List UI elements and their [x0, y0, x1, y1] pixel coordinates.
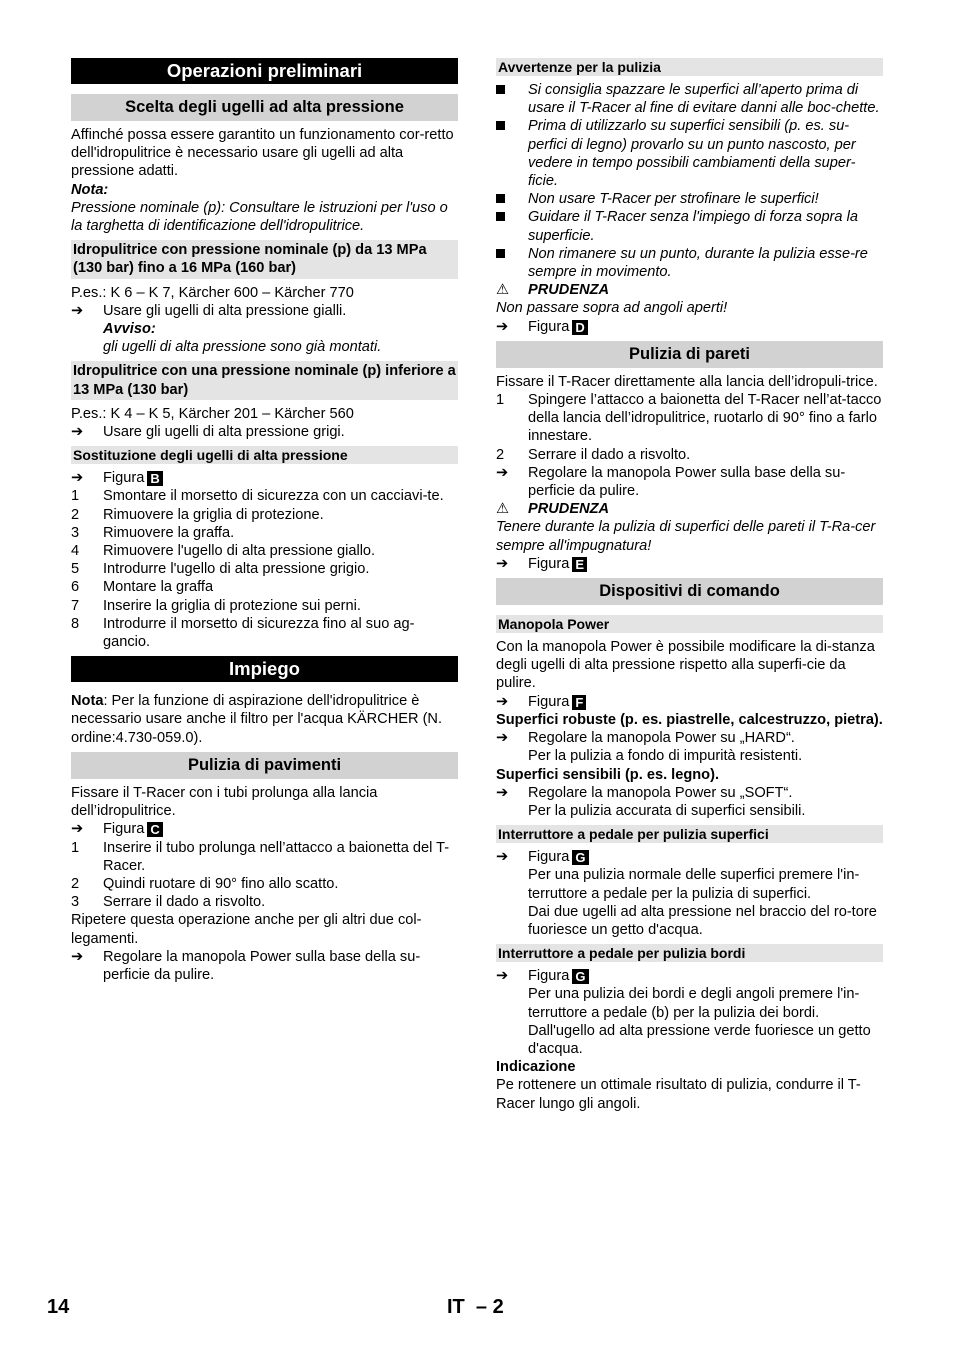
note-hard: Per la pulizia a fondo di impurità resistenti.	[528, 748, 803, 765]
bullet-item	[496, 117, 883, 190]
step-number: 1	[71, 839, 80, 856]
step-number: 2	[71, 506, 80, 523]
figure-ref-f: ➔ Figura F	[496, 693, 883, 711]
paragraph-pareti: Fissare il T-Racer direttamente alla lancia dell’idropuli-trice.	[496, 373, 878, 390]
heading-manopola-power: Manopola Power	[496, 615, 883, 633]
section-title-operazioni: Operazioni preliminari	[71, 58, 458, 84]
arrow-icon: ➔	[496, 849, 509, 866]
left-column	[71, 58, 458, 984]
int2-text-2: Dall'ugello ad alta pressione verde fuoriesce un getto d'acqua.	[528, 1022, 871, 1057]
figure-e-badge: E	[572, 557, 587, 572]
arrow-icon: ➔	[496, 730, 509, 747]
action-hard: ➔ Regolare la manopola Power su „HARD“.	[496, 730, 795, 747]
arrow-icon: ➔	[71, 948, 84, 965]
warning-text-impugnatura: Tenere durante la pulizia di superfici delle pareti il T-Ra-cer sempre all'impugnatura!	[496, 519, 876, 554]
step-number: 8	[71, 615, 80, 632]
step-text: Quindi ruotare di 90° fino allo scatto.	[103, 875, 339, 892]
step-text: Inserire la griglia di protezione sui perni.	[103, 597, 361, 614]
warning-prudenza-2: ⚠ PRUDENZA	[496, 501, 610, 518]
step-number: 2	[496, 446, 505, 463]
heading-scelta-ugelli: Scelta degli ugelli ad alta pressione	[71, 94, 458, 121]
note-soft: Per la pulizia accurata di superfici sensibili.	[528, 802, 806, 819]
heading-superfici-sensibili: Superfici sensibili (p. es. legno).	[496, 766, 720, 783]
paragraph-pavimenti: Fissare il T-Racer con i tubi prolunga alla lancia dell’idropulitrice.	[71, 784, 378, 820]
figure-g-badge: G	[572, 969, 588, 984]
bullet-text: Si consiglia spazzare le superfici all’aperto prima di usare il T-Racer al fine di evitare danni alle boc-chette.	[528, 82, 880, 117]
figure-b-badge: B	[147, 471, 162, 486]
figure-ref-c: ➔ Figura C	[71, 820, 458, 838]
step-item	[71, 487, 458, 505]
arrow-icon: ➔	[71, 302, 84, 319]
step-text: Introdurre il morsetto di sicurezza fino al suo ag-gancio.	[103, 615, 415, 651]
step-item	[71, 506, 458, 524]
step-text: Rimuovere la griglia di protezione.	[103, 506, 324, 523]
arrow-icon: ➔	[496, 555, 509, 572]
right-column	[496, 58, 883, 1113]
square-bullet-icon	[496, 208, 524, 226]
bullet-text: Guidare il T-Racer senza l'impiego di forza sopra la superficie.	[528, 209, 858, 244]
steps-pareti	[496, 391, 883, 464]
arrow-icon: ➔	[71, 424, 84, 441]
avviso-block	[71, 320, 458, 356]
arrow-icon: ➔	[71, 821, 84, 838]
steps-sostituzione	[71, 487, 458, 651]
action-ugelli-grigi: ➔ Usare gli ugelli di alta pressione grigi.	[71, 424, 345, 441]
int1-text-2: Dai due ugelli ad alta pressione nel braccio del ro-tore fuoriesce un getto d'acqua.	[528, 903, 877, 938]
step-item	[71, 839, 458, 875]
warning-text-angoli: Non passare sopra ad angoli aperti!	[496, 300, 728, 317]
step-number: 4	[71, 543, 80, 560]
avviso-text: gli ugelli di alta pressione sono già montati.	[103, 339, 382, 356]
figure-ref-b: ➔ Figura B	[71, 469, 458, 487]
arrow-icon: ➔	[496, 464, 509, 481]
figure-g-badge: G	[572, 850, 588, 865]
avviso-label: Avviso:	[103, 321, 156, 338]
step-text: Serrare il dado a risvolto.	[103, 894, 266, 911]
step-item	[71, 597, 458, 615]
square-bullet-icon	[496, 81, 524, 99]
step-text: Smontare il morsetto di sicurezza con un cacciavi-te.	[103, 488, 444, 505]
heading-pressione-13-16: Idropulitrice con pressione nominale (p) da 13 MPa (130 bar) fino a 16 MPa (160 bar)	[71, 240, 458, 278]
bullet-item	[496, 190, 883, 208]
example-k4-k5: P.es.: K 4 – K 5, Kärcher 201 – Kärcher 560	[71, 405, 354, 422]
arrow-icon: ➔	[496, 784, 509, 801]
step-item	[71, 578, 458, 596]
int2-text-1: Per una pulizia dei bordi e degli angoli premere l'in-terruttore a pedale (b) per la pulizia dei bordi.	[528, 986, 860, 1021]
step-number: 1	[496, 392, 505, 409]
arrow-icon: ➔	[496, 968, 509, 985]
arrow-icon: ➔	[496, 693, 509, 710]
figure-ref-g-2: ➔ Figura G	[496, 967, 883, 985]
page-lang-ref: IT – 2	[447, 1296, 504, 1318]
heading-avvertenze: Avvertenze per la pulizia	[496, 58, 883, 76]
figure-d-badge: D	[572, 320, 587, 335]
bullet-item	[496, 81, 883, 117]
square-bullet-icon	[496, 190, 524, 208]
arrow-icon: ➔	[71, 470, 84, 487]
avvertenze-list	[496, 81, 883, 281]
step-text: Montare la graffa	[103, 579, 214, 596]
paragraph-scelta: Affinché possa essere garantito un funzionamento cor-retto dell'idropulitrice è necessario usare gli ugelli ad alta pressione adatti.	[71, 127, 454, 180]
figure-f-badge: F	[572, 695, 586, 710]
figure-c-badge: C	[147, 822, 162, 837]
step-number: 3	[71, 894, 80, 911]
step-number: 3	[71, 524, 80, 541]
paragraph-indicazione: Pe rottenere un ottimale risultato di pulizia, condurre il T-Racer lungo gli angoli.	[496, 1077, 861, 1112]
step-item	[71, 524, 458, 542]
steps-pavimenti	[71, 839, 458, 912]
heading-pulizia-pareti: Pulizia di pareti	[496, 341, 883, 368]
bullet-text: Prima di utilizzarlo su superfici sensibili (p. es. su-perfici di legno) provarlo su un punto nascosto, per vedere in tempo possibili cambiamenti della super-ficie.	[528, 118, 856, 190]
step-text: Rimuovere l'ugello di alta pressione giallo.	[103, 543, 376, 560]
example-k6-k7: P.es.: K 6 – K 7, Kärcher 600 – Kärcher 770	[71, 284, 354, 301]
step-text: Rimuovere la graffa.	[103, 524, 235, 541]
step-item	[496, 391, 883, 446]
nota-text: Pressione nominale (p): Consultare le istruzioni per l'uso o la targhetta di identificazione dell'idropulitrice.	[71, 199, 448, 235]
step-number: 2	[71, 875, 80, 892]
step-number: 1	[71, 488, 80, 505]
warning-prudenza-1: ⚠ PRUDENZA	[496, 282, 610, 299]
heading-sostituzione-ugelli: Sostituzione degli ugelli di alta pressione	[71, 446, 458, 464]
warning-icon: ⚠	[496, 282, 510, 299]
step-item	[496, 446, 883, 464]
heading-interruttore-bordi: Interruttore a pedale per pulizia bordi	[496, 944, 883, 962]
action-ugelli-gialli: ➔ Usare gli ugelli di alta pressione gialli.	[71, 302, 347, 319]
step-number: 5	[71, 561, 80, 578]
step-number: 7	[71, 597, 80, 614]
square-bullet-icon	[496, 245, 524, 263]
bullet-text: Non usare T-Racer per strofinare le superfici!	[528, 191, 819, 208]
int1-text-1: Per una pulizia normale delle superfici premere l'in-terruttore a pedale per la pulizia di superfici.	[528, 867, 860, 902]
figure-ref-g-1: ➔ Figura G	[496, 848, 883, 866]
heading-superfici-robuste: Superfici robuste (p. es. piastrelle, calcestruzzo, pietra).	[496, 711, 883, 728]
square-bullet-icon	[496, 117, 524, 135]
step-item	[71, 615, 458, 651]
figure-ref-d: ➔ Figura D	[496, 318, 883, 336]
arrow-icon: ➔	[496, 318, 509, 335]
warning-icon: ⚠	[496, 501, 510, 518]
section-title-impiego: Impiego	[71, 656, 458, 682]
step-text: Inserire il tubo prolunga nell’attacco a baionetta del T-Racer.	[103, 839, 450, 874]
bullet-text: Non rimanere su un punto, durante la pulizia esse-re sempre in movimento.	[528, 245, 868, 281]
heading-pulizia-pavimenti: Pulizia di pavimenti	[71, 752, 458, 779]
step-text: Spingere l’attacco a baionetta del T-Racer nell’at-tacco della lancia dell’idropulitrice, ruotarlo di 90° fino a farlo innestare.	[528, 392, 882, 445]
heading-interruttore-superfici: Interruttore a pedale per pulizia superfici	[496, 825, 883, 843]
step-text: Serrare il dado a risvolto.	[528, 446, 691, 463]
nota-label: Nota:	[71, 181, 109, 198]
step-item	[71, 893, 458, 911]
heading-indicazione: Indicazione	[496, 1059, 576, 1076]
heading-dispositivi: Dispositivi di comando	[496, 578, 883, 605]
bullet-item	[496, 245, 883, 281]
step-number: 6	[71, 579, 80, 596]
paragraph-ripetere: Ripetere questa operazione anche per gli altri due col-legamenti.	[71, 912, 422, 947]
figure-ref-e: ➔ Figura E	[496, 555, 883, 573]
step-text: Introdurre l'ugello di alta pressione grigio.	[103, 561, 370, 578]
bullet-item	[496, 208, 883, 244]
step-item	[71, 875, 458, 893]
action-soft: ➔ Regolare la manopola Power su „SOFT“.	[496, 784, 793, 801]
action-regolare-manopola: ➔ Regolare la manopola Power sulla base della su-perficie da pulire.	[71, 948, 421, 983]
paragraph-manopola: Con la manopola Power è possibile modificare la di-stanza degli ugelli di alta pressione rispetto alla superfi-cie da pulire.	[496, 639, 875, 692]
step-item	[71, 560, 458, 578]
step-item	[71, 542, 458, 560]
page-number: 14	[47, 1296, 70, 1318]
impiego-nota: Nota: Per la funzione di aspirazione dell'idropulitrice è necessario usare anche il filtro per l'acqua KÄRCHER (N. ordine:4.730-059.0).	[71, 693, 443, 746]
action-regolare-pareti: ➔ Regolare la manopola Power sulla base della su-perficie da pulire.	[496, 464, 846, 500]
heading-pressione-inferiore-13: Idropulitrice con una pressione nominale (p) inferiore a 13 MPa (130 bar)	[71, 361, 458, 399]
